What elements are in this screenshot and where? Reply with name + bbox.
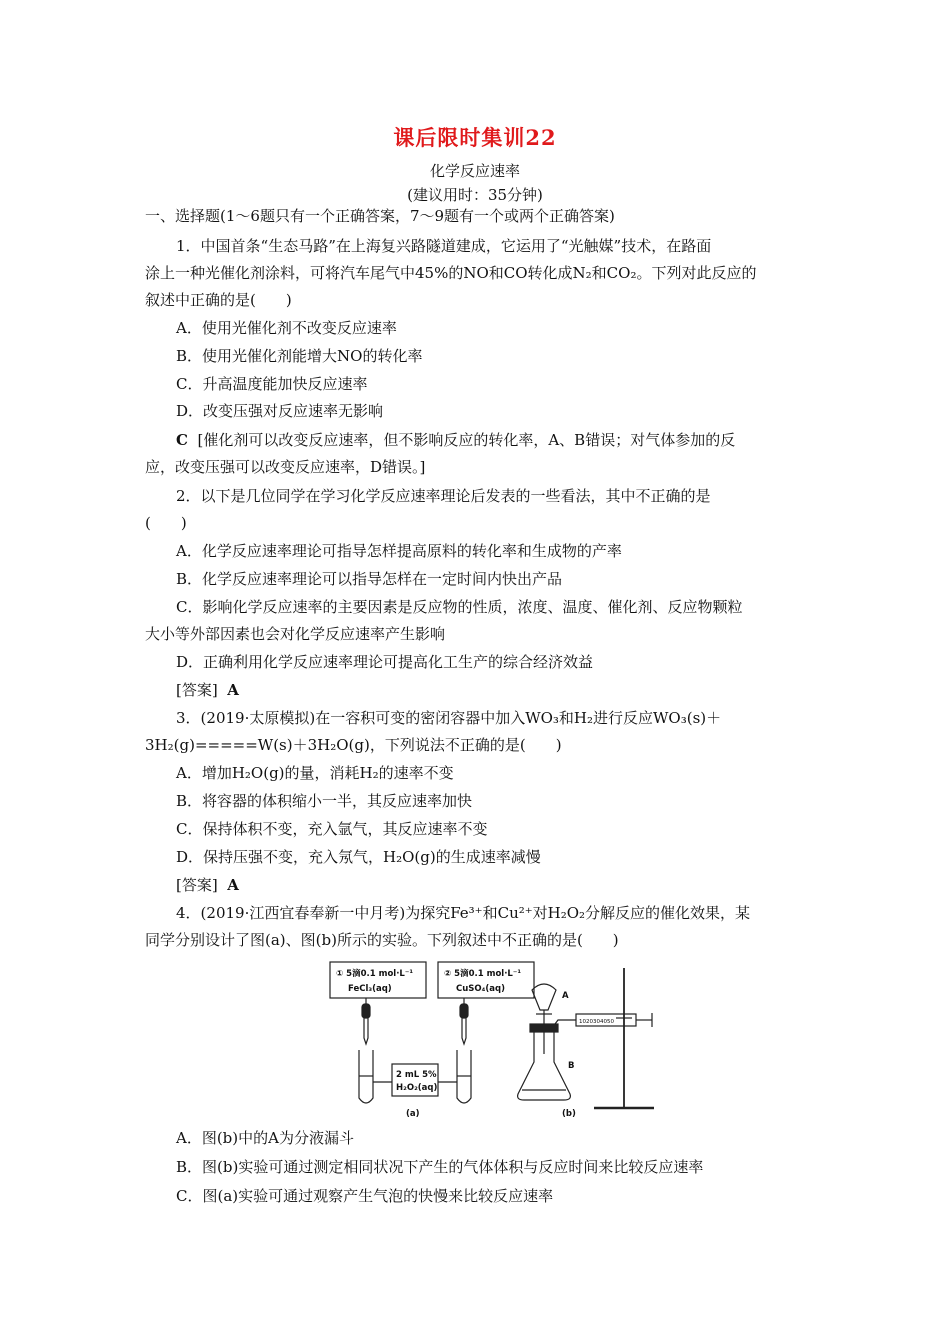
box2-line2: CuSO₄(aq) <box>456 984 505 994</box>
q4-option-a: A．图(b)中的A为分液漏斗 <box>176 1129 354 1147</box>
q3-answer <box>176 875 841 895</box>
q3-stem-line2: 3H₂(g)=====W(s)＋3H₂O(g)，下列说法不正确的是( ) <box>145 736 562 754</box>
dropper-1-bulb <box>362 1004 370 1018</box>
q2-stem-line2: ( ) <box>145 514 187 532</box>
q3-option-a: A．增加H₂O(g)的量，消耗H₂的速率不变 <box>176 764 454 782</box>
q1-option-d: D．改变压强对反应速率无影响 <box>176 402 384 420</box>
time-note: (建议用时：35分钟) <box>407 186 543 204</box>
q1-explanation-line1 <box>176 430 841 450</box>
q2-option-c-line2: 大小等外部因素也会对化学反应速率产生影响 <box>145 625 446 643</box>
dropper-1-tube <box>364 1018 368 1044</box>
q4-stem-line2: 同学分别设计了图(a)、图(b)所示的实验。下列叙述中不正确的是( ) <box>145 931 619 949</box>
q1-stem-line3: 叙述中正确的是( ) <box>145 291 292 309</box>
box3-line1: 2 mL 5% <box>396 1070 437 1080</box>
q2-answer <box>176 680 841 700</box>
dropper-2-bulb <box>460 1004 468 1018</box>
q2-option-b: B．化学反应速率理论可以指导怎样在一定时间内快出产品 <box>176 570 563 588</box>
q3-option-b: B．将容器的体积缩小一半，其反应速率加快 <box>176 792 473 810</box>
page-title: 课后限时集训22 <box>393 125 557 150</box>
q4-option-b: B．图(b)实验可通过测定相同状况下产生的气体体积与反应时间来比较反应速率 <box>176 1158 704 1176</box>
q3-answer-label: [答案] <box>176 876 218 894</box>
q1-option-b: B．使用光催化剂能增大NO的转化率 <box>176 347 423 365</box>
label-a: (a) <box>406 1109 420 1118</box>
q1-explanation-line2: 应，改变压强可以改变反应速率，D错误。] <box>145 458 426 476</box>
q1-stem-line1: 1．中国首条“生态马路”在上海复兴路隧道建成，它运用了“光触媒”技术，在路面 <box>176 237 712 255</box>
separatory-funnel <box>532 984 556 1010</box>
label-B: B <box>568 1061 575 1071</box>
q3-stem-line1: 3．(2019·太原模拟)在一容积可变的密闭容器中加入WO₃和H₂进行反应WO₃(s)＋ <box>176 709 722 727</box>
q2-answer-label: [答案] <box>176 681 218 699</box>
q4-stem-line1: 4．(2019·江西宜春奉新一中月考)为探究Fe³⁺和Cu²⁺对H₂O₂分解反应的催化效果，某 <box>176 904 751 922</box>
dropper-2-tube <box>462 1018 466 1044</box>
q1-stem-line2: 涂上一种光催化剂涂料，可将汽车尾气中45%的NO和CO转化成N₂和CO₂。下列对此反应的 <box>145 264 757 282</box>
q2-answer-letter: A <box>227 681 239 699</box>
box3-line2: H₂O₂(aq) <box>396 1083 438 1093</box>
q1-option-a: A．使用光催化剂不改变反应速率 <box>176 319 397 337</box>
q1-option-c: C．升高温度能加快反应速率 <box>176 375 368 393</box>
q2-option-d: D．正确利用化学反应速率理论可提高化工生产的综合经济效益 <box>176 653 594 671</box>
q2-stem-line1: 2．以下是几位同学在学习化学反应速率理论后发表的一些看法，其中不正确的是 <box>176 487 711 505</box>
label-A: A <box>562 991 569 1001</box>
q4-option-c: C．图(a)实验可通过观察产生气泡的快慢来比较反应速率 <box>176 1187 554 1205</box>
q3-option-c: C．保持体积不变，充入氩气，其反应速率不变 <box>176 820 488 838</box>
syringe-scale: 1020304050 <box>579 1019 614 1025</box>
q3-option-d: D．保持压强不变，充入氖气，H₂O(g)的生成速率减慢 <box>176 848 541 866</box>
experiment-figure <box>326 958 656 1118</box>
q3-answer-letter: A <box>227 876 239 894</box>
q1-explanation-text: [催化剂可以改变反应速率，但不影响反应的转化率，A、B错误；对气体参加的反 <box>197 431 736 449</box>
q2-option-c-line1: C．影响化学反应速率的主要因素是反应物的性质，浓度、温度、催化剂、反应物颗粒 <box>176 598 743 616</box>
box1-line1: ① 5滴0.1 mol·L⁻¹ <box>336 969 414 979</box>
q1-answer-letter: C <box>176 431 188 449</box>
label-b: (b) <box>562 1109 576 1118</box>
box1-line2: FeCl₃(aq) <box>348 984 392 994</box>
box2-line1: ② 5滴0.1 mol·L⁻¹ <box>444 969 522 979</box>
page-subtitle: 化学反应速率 <box>429 162 520 180</box>
q2-option-a: A．化学反应速率理论可指导怎样提高原料的转化率和生成物的产率 <box>176 542 622 560</box>
section-heading: 一、选择题(1～6题只有一个正确答案，7～9题有一个或两个正确答案) <box>145 207 615 225</box>
